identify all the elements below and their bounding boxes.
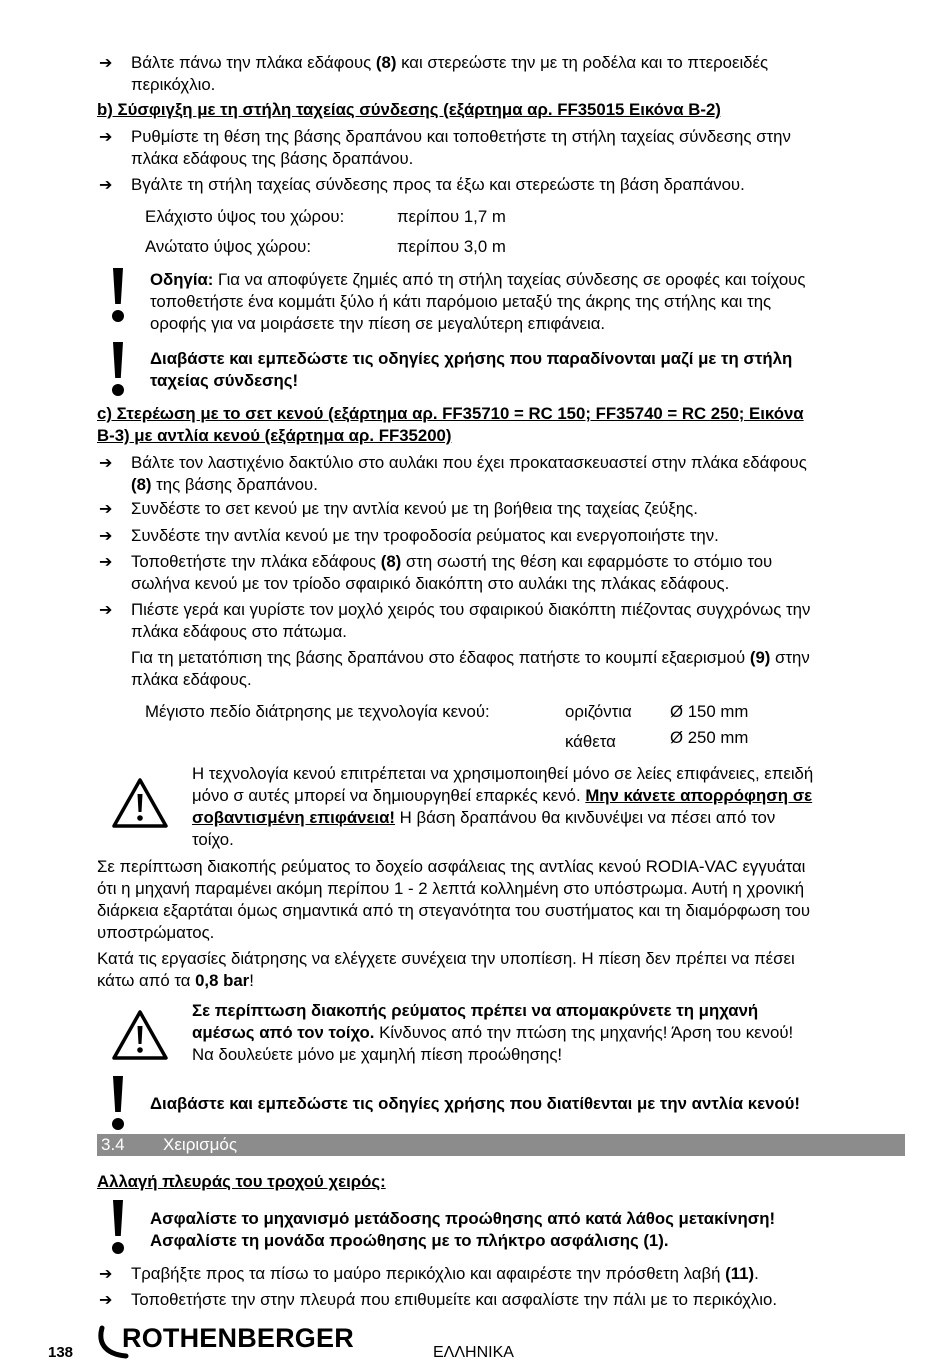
page-number: 138 — [48, 1344, 74, 1361]
text-line: Η τεχνολογία κενού επιτρέπεται να χρησιμοποιηθεί μόνο σε λείες επιφάνειες, επειδή — [192, 764, 814, 783]
arrow-bullet-icon: ➔ — [99, 526, 113, 545]
text-line: Οδηγία: Για να αποφύγετε ζημιές από τη στήλη ταχείας σύνδεσης σε οροφές και τοίχους — [150, 270, 806, 289]
text-line: πλάκα εδάφους στο πάτωμα. — [131, 622, 347, 641]
max-height-value: περίπου 3,0 m — [397, 237, 506, 256]
vertical-value: Ø 250 mm — [670, 728, 749, 747]
arrow-bullet-icon: ➔ — [99, 1290, 113, 1309]
section-c-heading: B-3) με αντλία κενού (εξάρτημα αρ. FF35200) — [97, 426, 452, 445]
text-line: Διαβάστε και εμπεδώστε τις οδηγίες χρήσης που παραδίνονται μαζί με τη στήλη — [150, 349, 793, 368]
text-line: διάρκεια εξαρτάται όμως σημαντικά από τη στεγανότητα του συστήματος και τη διαμόρφωση του — [97, 901, 811, 920]
text-line: Διαβάστε και εμπεδώστε τις οδηγίες χρήσης που διατίθενται με την αντλία κενού! — [150, 1094, 801, 1113]
text-line: Βγάλτε τη στήλη ταχείας σύνδεσης προς τα έξω και στερεώστε τη βάση δραπάνου. — [131, 175, 745, 194]
text-line: (8) της βάσης δραπάνου. — [131, 475, 318, 494]
text-line: σωλήνα κενού με τον τρίοδο σφαιρικό διακόπτη στο αυλάκι της πλάκας εδάφους. — [131, 574, 730, 593]
text-line: Σε περίπτωση διακοπής ρεύματος το δοχείο ασφάλειας της αντλίας κενού RODIA-VAC εγγυάται — [97, 857, 806, 876]
arrow-bullet-icon: ➔ — [99, 499, 113, 518]
text-line: πλάκα εδάφους. — [131, 670, 252, 689]
max-height-label: Ανώτατο ύψος χώρου: — [145, 237, 312, 256]
arrow-bullet-icon: ➔ — [99, 127, 113, 146]
min-height-label: Ελάχιστο ύψος του χώρου: — [145, 207, 345, 226]
text-line: σοβαντισμένη επιφάνεια! Η βάση δραπάνου θα κινδυνέψει να πέσει από τον — [192, 808, 776, 827]
text-line: Βάλτε πάνω την πλάκα εδάφους (8) και στερεώστε την με τη ροδέλα και το πτεροειδές — [131, 53, 769, 72]
text-line: Να δουλεύετε μόνο με χαμηλή πίεση προώθησης! — [192, 1045, 563, 1064]
text-line: Βάλτε τον λαστιχένιο δακτύλιο στο αυλάκι που έχει προκατασκευαστεί στην πλάκα εδάφους — [131, 453, 807, 472]
text-line: Πιέστε γερά και γυρίστε τον μοχλό χειρός του σφαιρικού διακόπτη πιέζοντας συγχρόνως την — [131, 600, 811, 619]
arrow-bullet-icon: ➔ — [99, 175, 113, 194]
text-line: Ρυθμίστε τη θέση της βάσης δραπάνου και τοποθετήστε τη στήλη ταχείας σύνδεσης στην — [131, 127, 791, 146]
text-line: Σε περίπτωση διακοπής ρεύματος πρέπει να απομακρύνετε τη μηχανή — [192, 1001, 759, 1020]
text-line: Τοποθετήστε την πλάκα εδάφους (8) στη σωστή της θέση και εφαρμόστε το στόμιο του — [131, 552, 773, 571]
arrow-bullet-icon: ➔ — [99, 453, 113, 472]
horizontal-label: οριζόντια — [565, 702, 632, 721]
section-c-heading: c) Στερέωση με το σετ κενού (εξάρτημα αρ. FF35710 = RC 150; FF35740 = RC 250; Εικόνα — [97, 404, 804, 423]
arrow-bullet-icon: ➔ — [99, 552, 113, 571]
subheading: Αλλαγή πλευράς του τροχού χειρός: — [97, 1172, 386, 1191]
text-line: πλάκα εδάφους της βάσης δραπάνου. — [131, 149, 414, 168]
language-label: ΕΛΛΗΝΙΚΑ — [433, 1344, 514, 1361]
arrow-bullet-icon: ➔ — [99, 600, 113, 619]
section-header-bar — [97, 1134, 905, 1156]
text-line: Για τη μετατόπιση της βάσης δραπάνου στο έδαφος πατήστε το κουμπί εξαερισμού (9) στην — [131, 648, 810, 667]
text-line: ταχείας σύνδεσης! — [150, 371, 299, 390]
exclamation-icon — [111, 268, 125, 324]
section-b-heading: b) Σύσφιγξη με τη στήλη ταχείας σύνδεσης (εξάρτημα αρ. FF35015 Εικόνα B-2) — [97, 100, 721, 119]
horizontal-value: Ø 150 mm — [670, 702, 749, 721]
min-height-value: περίπου 1,7 m — [397, 207, 506, 226]
section-title: Χειρισμός — [163, 1135, 238, 1154]
text-line: Συνδέστε την αντλία κενού με την τροφοδοσία ρεύματος και ενεργοποιήστε την. — [131, 526, 719, 545]
text-line: οροφής για να μοιράσετε την πίεση σε μεγαλύτερη επιφάνεια. — [150, 314, 606, 333]
brand-logo — [96, 1324, 352, 1360]
text-line: Κατά τις εργασίες διάτρησης να ελέγχετε συνέχεια την υποπίεση. Η πίεση δεν πρέπει να πέσει — [97, 949, 795, 968]
arrow-bullet-icon: ➔ — [99, 53, 113, 72]
text-line: τοποθετήστε ένα κομμάτι ξύλο ή κάτι παρόμοιο μεταξύ της άκρης της στήλης και της — [150, 292, 772, 311]
text-line: ότι η μηχανή παραμένει ακόμη περίπου 1 - 2 λεπτά κολλημένη στο υπόστρωμα. Αυτή η χρονική — [97, 879, 805, 898]
text-line: Τοποθετήστε την στην πλευρά που επιθυμείτε και ασφαλίστε την πάλι με το περικόχλιο. — [131, 1290, 777, 1309]
exclamation-icon — [111, 342, 125, 398]
text-line: Τραβήξτε προς τα πίσω το μαύρο περικόχλιο και αφαιρέστε την πρόσθετη λαβή (11). — [131, 1264, 759, 1283]
exclamation-icon — [111, 1076, 125, 1132]
vertical-label: κάθετα — [565, 732, 616, 751]
arrow-bullet-icon: ➔ — [99, 1264, 113, 1283]
drill-range-label: Μέγιστο πεδίο διάτρησης με τεχνολογία κενού: — [145, 702, 490, 721]
text-line: υποστρώματος. — [97, 923, 215, 942]
text-line: Ασφαλίστε το μηχανισμό μετάδοσης προώθησης από κατά λάθος μετακίνηση! — [150, 1209, 776, 1228]
exclamation-icon — [111, 1200, 125, 1256]
text-line: Συνδέστε το σετ κενού με την αντλία κενού με τη βοήθεια της ταχείας ζεύξης. — [131, 499, 698, 518]
section-number: 3.4 — [101, 1135, 125, 1154]
brand-name: ROTHENBERGER — [122, 1323, 354, 1353]
text-line: αμέσως από τον τοίχο. Κίνδυνος από την πτώση της μηχανής! Άρση του κενού! — [192, 1023, 794, 1042]
text-line: τοίχο. — [192, 830, 234, 849]
warning-triangle-icon — [111, 1009, 169, 1061]
warning-triangle-icon — [111, 777, 169, 829]
text-line: περικόχλιο. — [131, 75, 216, 94]
text-line: μόνο σ αυτές μπορεί να δημιουργηθεί επαρκές κενό. Μην κάνετε απορρόφηση σε — [192, 786, 813, 805]
text-line: Ασφαλίστε τη μονάδα προώθησης με το πλήκτρο ασφάλισης (1). — [150, 1231, 669, 1250]
text-line: κάτω από τα 0,8 bar! — [97, 971, 254, 990]
